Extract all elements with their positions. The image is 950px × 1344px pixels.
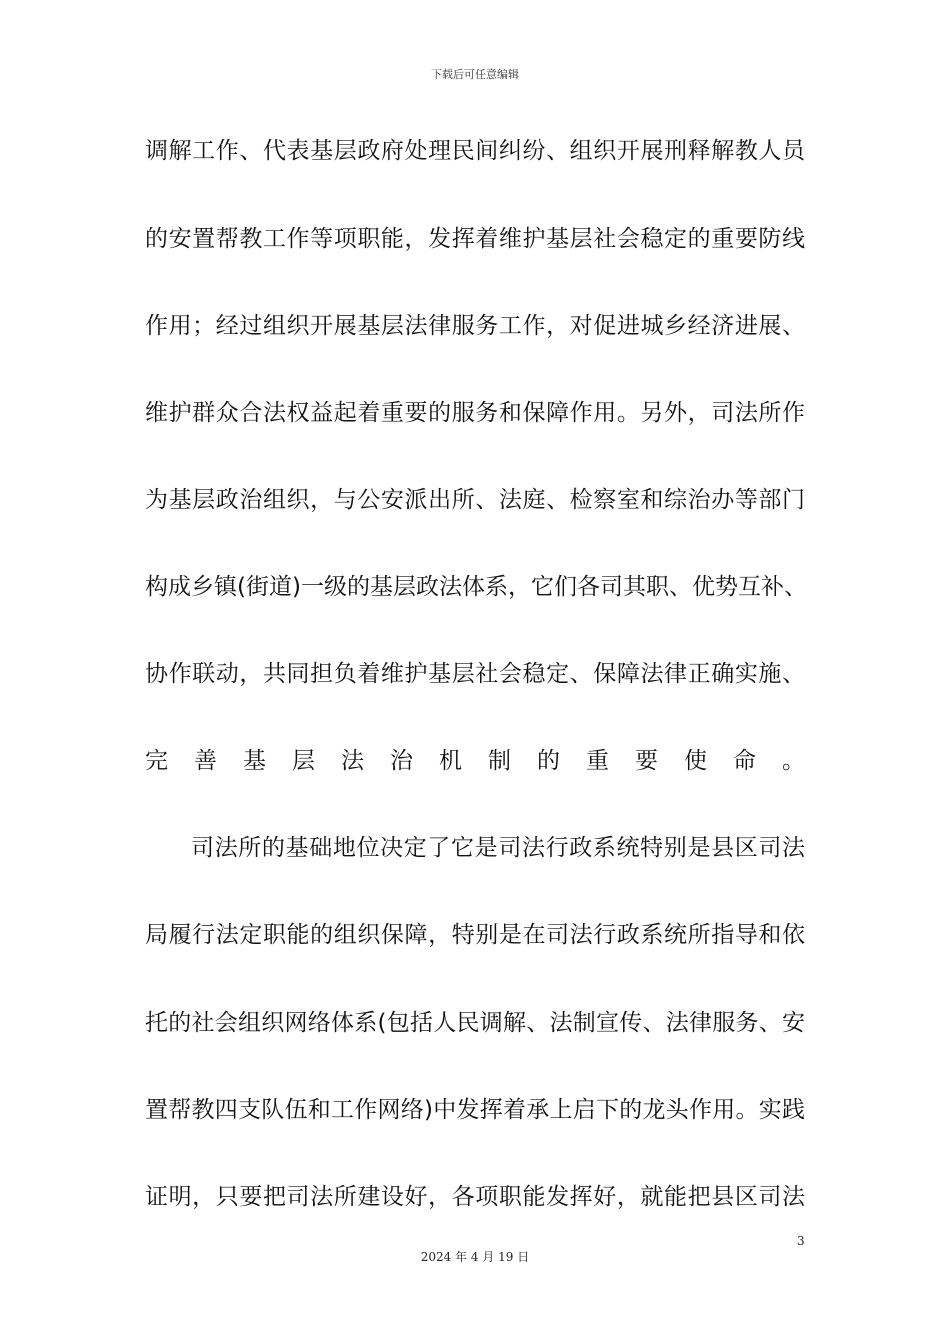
body-line-8-char: 的 — [537, 748, 560, 774]
body-line-13: 证明，只要把司法所建设好，各项职能发挥好，就能把县区司法 — [145, 1184, 805, 1210]
body-line-1: 调解工作、代表基层政府处理民间纠纷、组织开展刑释解教人员 — [145, 138, 805, 164]
body-line-8-char: 制 — [488, 748, 511, 774]
body-line-2: 的安置帮教工作等项职能，发挥着维护基层社会稳定的重要防线 — [145, 226, 805, 252]
body-line-8-char: 命 — [733, 748, 756, 774]
body-line-8-char: 使 — [684, 748, 707, 774]
body-line-10: 局履行法定职能的组织保障，特别是在司法行政系统所指导和依 — [145, 922, 805, 948]
body-line-8-char: 机 — [439, 748, 462, 774]
body-line-8-char: 。 — [782, 748, 805, 774]
body-line-9: 司法所的基础地位决定了它是司法行政系统特别是县区司法 — [191, 835, 805, 861]
body-line-3: 作用；经过组织开展基层法律服务工作，对促进城乡经济进展、 — [145, 313, 805, 339]
body-line-8-char: 层 — [292, 748, 315, 774]
page-number: 3 — [797, 1234, 805, 1248]
body-line-4: 维护群众合法权益起着重要的服务和保障作用。另外，司法所作 — [145, 400, 805, 426]
body-line-8-char: 基 — [243, 748, 266, 774]
body-line-8-char: 完 — [145, 748, 168, 774]
body-line-11: 托的社会组织网络体系(包括人民调解、法制宣传、法律服务、安 — [145, 1010, 805, 1036]
body-line-7: 协作联动，共同担负着维护基层社会稳定、保障法律正确实施、 — [145, 661, 805, 687]
body-line-8-char: 治 — [390, 748, 413, 774]
body-line-8 — [145, 746, 805, 776]
body-line-6: 构成乡镇(街道)一级的基层政法体系，它们各司其职、优势互补、 — [145, 574, 807, 600]
page-header: 下载后可任意编辑 — [431, 68, 519, 81]
body-line-8-char: 重 — [586, 748, 609, 774]
body-line-8-char: 法 — [341, 748, 364, 774]
body-line-8-char: 善 — [194, 748, 217, 774]
body-line-8-char: 要 — [635, 748, 658, 774]
body-line-5: 为基层政治组织，与公安派出所、法庭、检察室和综治办等部门 — [145, 487, 805, 513]
footer-date: 2024 年 4 月 19 日 — [420, 1250, 530, 1264]
body-line-12: 置帮教四支队伍和工作网络)中发挥着承上启下的龙头作用。实践 — [145, 1097, 805, 1123]
